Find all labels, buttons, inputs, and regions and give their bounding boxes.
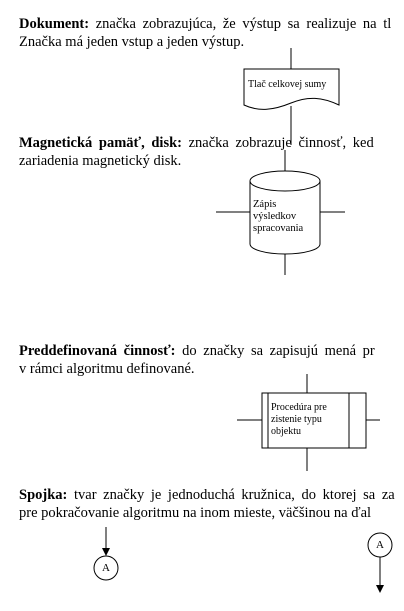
- document-symbol: [244, 48, 339, 145]
- disk-top: [250, 171, 320, 191]
- procedure-label: [271, 402, 327, 438]
- disk-label-line-3: spracovania: [253, 223, 304, 234]
- connector-in-label: A: [102, 562, 110, 574]
- disk-line2: zariadenia magnetický disk.: [19, 153, 182, 169]
- procedura-line2: v rámci algoritmu definované.: [19, 361, 195, 377]
- dokument-term: Dokument:: [19, 16, 90, 32]
- connector-out-label: A: [376, 539, 384, 551]
- disk-term: Magnetická pamäť, disk:: [19, 135, 182, 151]
- procedura-term: Preddefinovaná činnosť:: [19, 343, 176, 359]
- dokument-line1: značka zobrazujúca, že výstup sa realizuje na tl: [95, 16, 392, 32]
- disk-label: [253, 199, 303, 235]
- procedure-label-line-2: zistenie typu: [271, 414, 322, 425]
- disk-label-line-1: Zápis: [253, 199, 277, 210]
- disk-line1: značka zobrazuje činnosť, ked: [188, 135, 374, 151]
- procedure-label-line-3: objektu: [271, 426, 301, 437]
- dokument-line2: Značka má jeden vstup a jeden výstup.: [19, 34, 245, 50]
- procedura-line1: do značky sa zapisujú mená pr: [182, 343, 375, 359]
- disk-label-line-2: výsledkov: [253, 211, 297, 222]
- document-label: Tlač celkovej sumy: [248, 79, 327, 90]
- spojka-term: Spojka:: [19, 487, 68, 503]
- spojka-line2: pre pokračovanie algoritmu na inom mieste, väčšinou na ďal: [19, 505, 372, 521]
- spojka-line1: tvar značky je jednoduchá kružnica, do ktorej sa za: [73, 487, 395, 503]
- procedure-label-line-1: Procedúra pre: [271, 402, 327, 413]
